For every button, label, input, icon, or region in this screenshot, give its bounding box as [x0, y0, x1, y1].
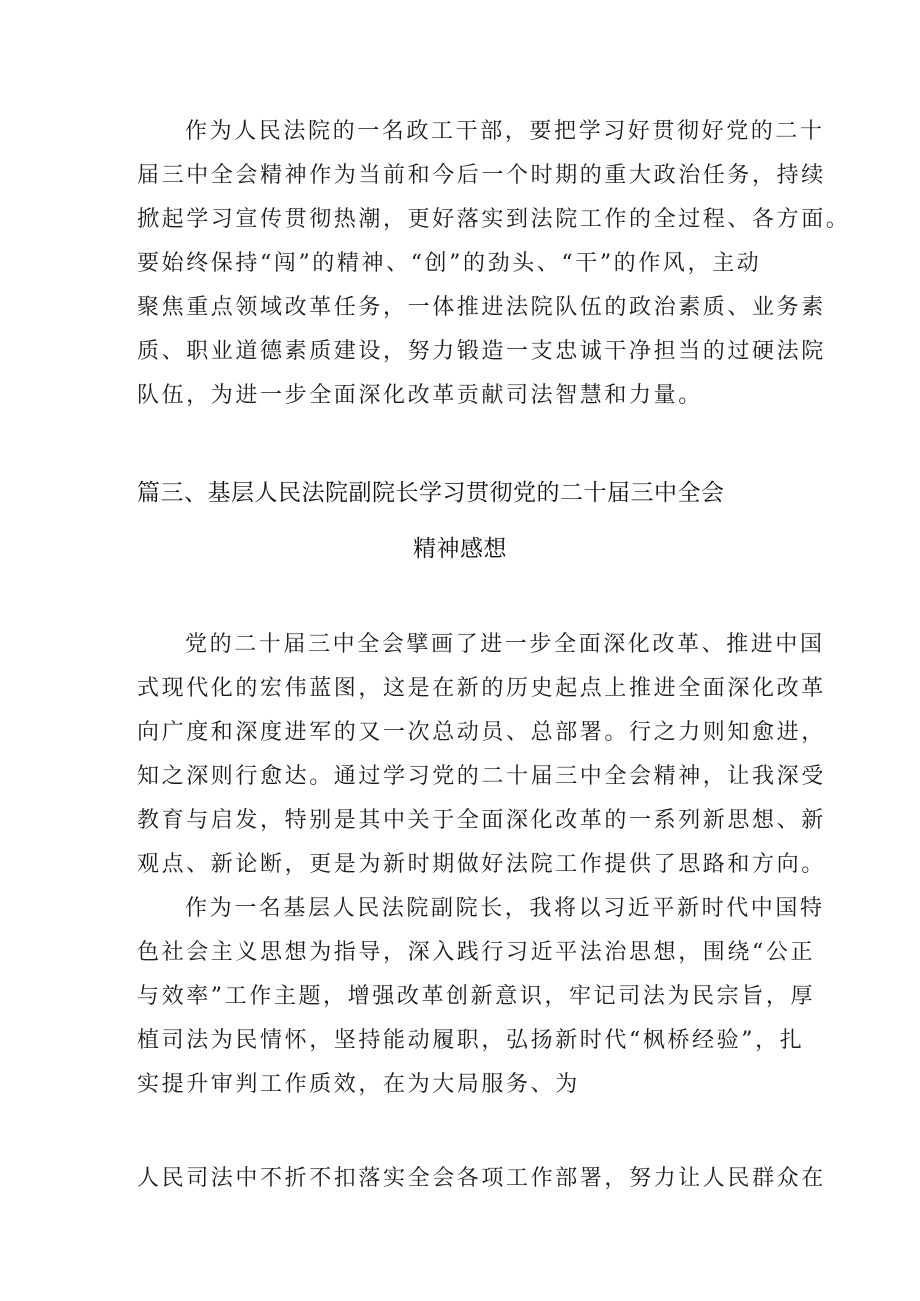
intro-line-3: 掀起学习宣传贯彻热潮，更好落实到法院工作的全过程、各方面。: [137, 207, 851, 232]
paragraph-1-line-4: 知之深则行愈达。通过学习党的二十届三中全会精神，让我深受: [137, 764, 826, 789]
intro-line-5: 聚焦重点领域改革任务，一体推进法院队伍的政治素质、业务素: [137, 295, 826, 320]
paragraph-2-line-4: 植司法为民情怀，坚持能动履职，弘扬新时代“枫桥经验”，扎: [137, 1028, 805, 1053]
intro-line-6: 质、职业道德素质建设，努力锻造一支忠诚干净担当的过硬法院: [137, 339, 826, 364]
paragraph-1-line-3: 向广度和深度进军的又一次总动员、总部署。行之力则知愈进，: [137, 720, 826, 745]
article-heading-line-2: 精神感想: [413, 536, 507, 562]
paragraph-2-line-1: 作为一名基层人民法院副院长，我将以习近平新时代中国特: [185, 896, 825, 921]
paragraph-1-line-5: 教育与启发，特别是其中关于全面深化改革的一系列新思想、新: [137, 808, 826, 833]
intro-line-4: 要始终保持“闯”的精神、“创”的劲头、“干”的作风，主动: [137, 251, 762, 276]
paragraph-2-line-3: 与效率”工作主题，增强改革创新意识，牢记司法为民宗旨，厚: [137, 984, 816, 1009]
intro-line-7: 队伍，为进一步全面深化改革贡献司法智慧和力量。: [137, 383, 703, 408]
intro-line-1: 作为人民法院的一名政工干部，要把学习好贯彻好党的二十: [185, 119, 825, 144]
paragraph-2-line-5: 实提升审判工作质效，在为大局服务、为: [137, 1072, 580, 1097]
intro-line-2: 届三中全会精神作为当前和今后一个时期的重大政治任务，持续: [137, 163, 826, 188]
paragraph-2-line-2: 色社会主义思想为指导，深入践行习近平法治思想，围绕“公正: [137, 940, 816, 965]
paragraph-1-line-2: 式现代化的宏伟蓝图，这是在新的历史起点上推进全面深化改革: [137, 676, 826, 701]
paragraph-3-line-1: 人民司法中不折不扣落实全会各项工作部署，努力让人民群众在: [137, 1166, 826, 1191]
paragraph-1-line-1: 党的二十届三中全会擘画了进一步全面深化改革、推进中国: [185, 632, 825, 657]
paragraph-1-line-6: 观点、新论断，更是为新时期做好法院工作提供了思路和方向。: [137, 852, 826, 877]
article-heading-line-1: 篇三、基层人民法院副院长学习贯彻党的二十届三中全会: [137, 480, 725, 506]
